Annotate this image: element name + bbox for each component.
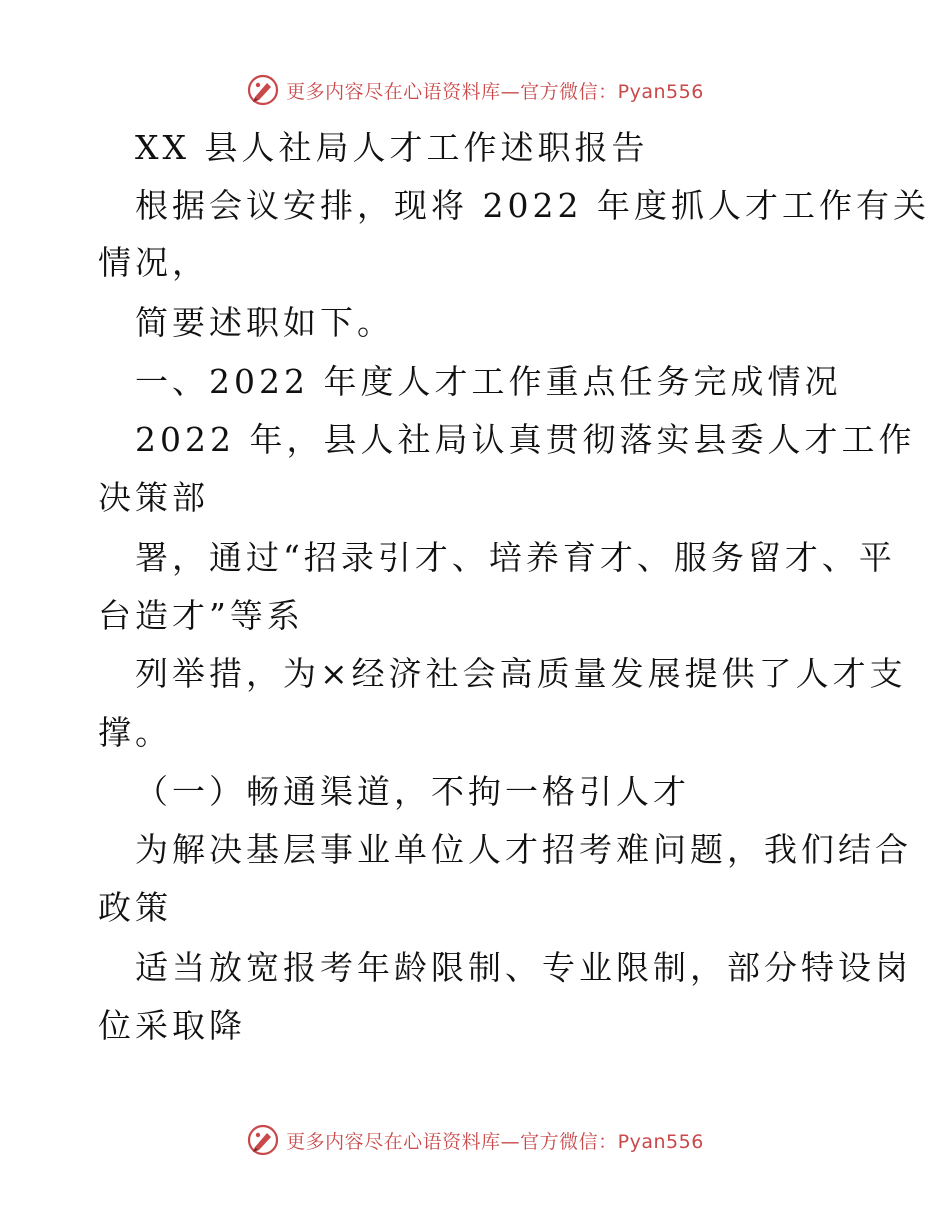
- watermark-text: 更多内容尽在心语资料库—官方微信：Pyan556: [286, 80, 704, 103]
- header-watermark: [0, 68, 950, 112]
- paragraph-line: 决策部: [98, 478, 209, 517]
- paragraph-line: 情况，: [98, 243, 209, 282]
- paragraph-line: 适当放宽报考年龄限制、专业限制，部分特设岗: [135, 948, 912, 987]
- paragraph-line: 简要述职如下。: [135, 303, 394, 342]
- paragraph-line: 位采取降: [98, 1006, 246, 1045]
- pen-logo-icon: [246, 73, 280, 107]
- paragraph-line: 台造才”等系: [98, 596, 304, 635]
- paragraph-line: 政策: [98, 888, 172, 927]
- subsection-heading: （一）畅通渠道，不拘一格引人才: [135, 772, 690, 811]
- paragraph-line: 为解决基层事业单位人才招考难问题，我们结合: [135, 830, 912, 869]
- paragraph-line: 2022 年，县人社局认真贯彻落实县委人才工作: [135, 420, 916, 459]
- paragraph-line: 列举措，为×经济社会高质量发展提供了人才支: [135, 654, 907, 693]
- paragraph-line: 撑。: [98, 713, 172, 752]
- pen-logo-icon: [246, 1123, 280, 1157]
- footer-watermark: [0, 1118, 950, 1162]
- document-title: XX 县人社局人才工作述职报告: [135, 128, 649, 167]
- section-heading: 一、2022 年度人才工作重点任务完成情况: [135, 362, 842, 401]
- paragraph-line: 署，通过“招录引才、培养育才、服务留才、平: [135, 538, 896, 577]
- watermark-text: 更多内容尽在心语资料库—官方微信：Pyan556: [286, 1130, 704, 1153]
- paragraph-line: 根据会议安排，现将 2022 年度抓人才工作有关: [135, 186, 930, 225]
